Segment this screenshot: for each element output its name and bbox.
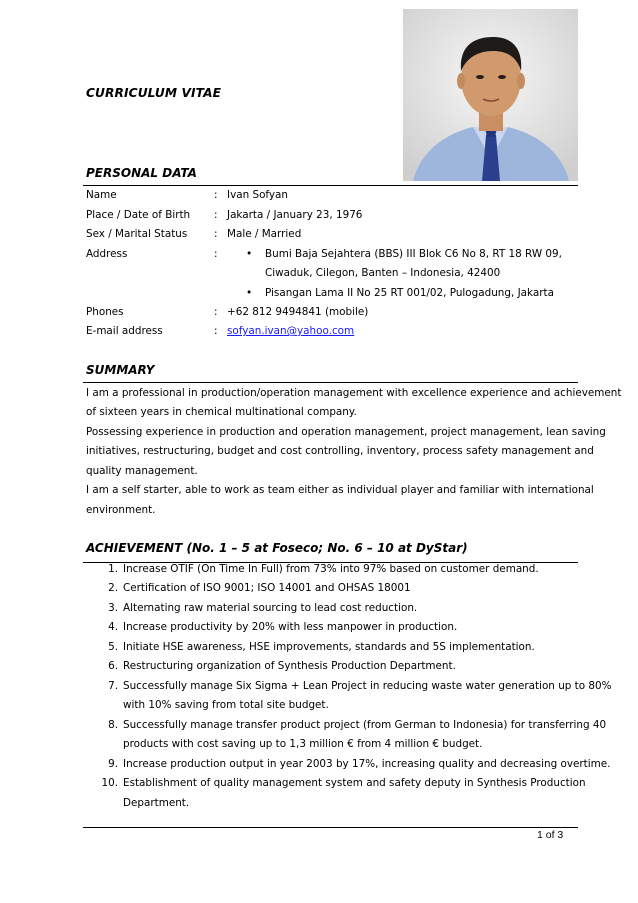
phones-value: +62 812 9494841 (mobile) (227, 306, 369, 318)
portrait-image (403, 9, 578, 181)
name-label: Name (86, 189, 117, 201)
item-text: Initiate HSE awareness, HSE improvements, standards and 5S implementation. (123, 641, 535, 653)
item-number: 3. (108, 602, 118, 614)
address-label: Address (86, 248, 128, 260)
summary-line: I am a professional in production/operation management with excellence experience and achievement (86, 387, 622, 399)
personal-data-heading: PERSONAL DATA (86, 166, 197, 180)
item-number: 4. (108, 621, 118, 633)
name-value: Ivan Sofyan (227, 189, 288, 201)
item-text: Department. (123, 797, 190, 809)
colon: : (214, 189, 218, 201)
summary-line: quality management. (86, 465, 198, 477)
phones-label: Phones (86, 306, 124, 318)
personal-data-rule (83, 185, 578, 186)
item-text: Increase production output in year 2003 by 17%, increasing quality and decreasing overtime. (123, 758, 611, 770)
colon: : (214, 209, 218, 221)
colon: : (214, 306, 218, 318)
birth-label: Place / Date of Birth (86, 209, 191, 221)
item-text: Certification of ISO 9001; ISO 14001 and OHSAS 18001 (123, 582, 411, 594)
colon: : (214, 325, 218, 337)
address-line-1: Bumi Baja Sejahtera (BBS) III Blok C6 No 8, RT 18 RW 09, (265, 248, 562, 260)
item-text: Alternating raw material sourcing to lead cost reduction. (123, 602, 418, 614)
item-number: 1. (108, 563, 118, 575)
sex-status-value: Male / Married (227, 228, 302, 240)
item-text: Restructuring organization of Synthesis Production Department. (123, 660, 456, 672)
summary-line: environment. (86, 504, 156, 516)
item-number: 10. (101, 777, 118, 789)
item-number: 8. (108, 719, 118, 731)
item-number: 6. (108, 660, 118, 672)
item-text: products with cost saving up to 1,3 million € from 4 million € budget. (123, 738, 483, 750)
summary-rule (83, 382, 578, 383)
email-label: E-mail address (86, 325, 163, 337)
item-text: Successfully manage transfer product project (from German to Indonesia) for transferring 40 (123, 719, 607, 731)
colon: : (214, 248, 218, 260)
item-number: 7. (108, 680, 118, 692)
bullet-icon: • (246, 287, 253, 299)
item-text: Increase OTIF (On Time In Full) from 73% into 97% based on customer demand. (123, 563, 539, 575)
item-text: Increase productivity by 20% with less manpower in production. (123, 621, 458, 633)
footer-rule (83, 827, 578, 828)
bullet-icon: • (246, 248, 253, 260)
item-number: 5. (108, 641, 118, 653)
summary-line: I am a self starter, able to work as team either as individual player and familiar with international (86, 484, 594, 496)
sex-status-label: Sex / Marital Status (86, 228, 188, 240)
birth-value: Jakarta / January 23, 1976 (227, 209, 363, 221)
page-number: 1 of 3 (537, 829, 564, 841)
document-title: CURRICULUM VITAE (86, 86, 222, 100)
summary-heading: SUMMARY (86, 363, 155, 377)
summary-line: of sixteen years in chemical multinational company. (86, 406, 357, 418)
address-line-3: Pisangan Lama II No 25 RT 001/02, Pulogadung, Jakarta (265, 287, 554, 299)
item-number: 2. (108, 582, 118, 594)
summary-line: Possessing experience in production and operation management, project management, lean saving (86, 426, 606, 438)
item-text: with 10% saving from total site budget. (123, 699, 329, 711)
colon: : (214, 228, 218, 240)
item-text: Establishment of quality management system and safety deputy in Synthesis Production (123, 777, 586, 789)
address-line-2: Ciwaduk, Cilegon, Banten – Indonesia, 42400 (265, 267, 501, 279)
email-link[interactable]: sofyan.ivan@yahoo.com (227, 325, 355, 337)
achievement-heading: ACHIEVEMENT (No. 1 – 5 at Foseco; No. 6 – 10 at DyStar) (86, 541, 468, 555)
summary-line: initiatives, restructuring, budget and cost controlling, inventory, process safety management and (86, 445, 594, 457)
item-number: 9. (108, 758, 118, 770)
item-text: Successfully manage Six Sigma + Lean Project in reducing waste water generation up to 80% (123, 680, 612, 692)
portrait-photo (403, 9, 578, 181)
